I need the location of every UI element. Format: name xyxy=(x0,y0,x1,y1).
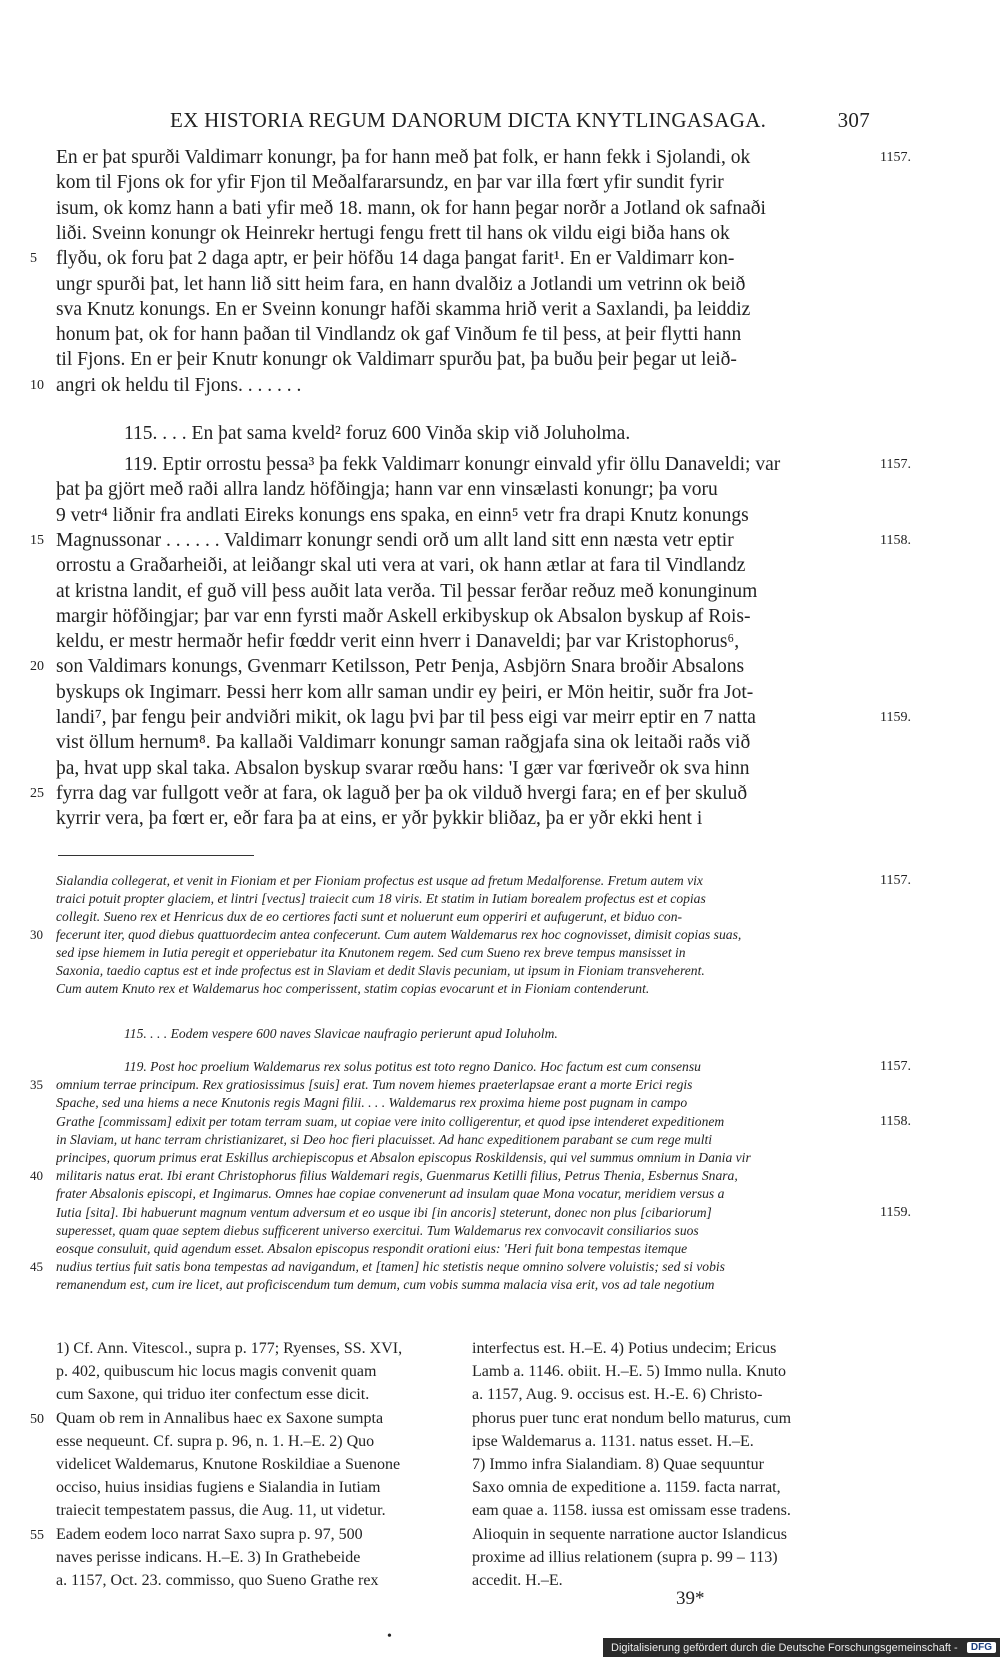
latin-line: collegit. Sueno rex et Henricus dux de eo certiores facti sunt et noluerunt eum opperiri et aufugerunt, et biduo con- xyxy=(56,909,683,924)
footnote-line-left: cum Saxone, qui triduo iter confectum esse dicit. xyxy=(56,1386,370,1404)
line-number: 35 xyxy=(30,1077,43,1093)
latin-line: Iutia [sita]. Ibi habuerunt magnum ventum adversum et eo usque ibi [in ancoris] steterunt, donec non plus [cibariorum] xyxy=(56,1204,712,1220)
footnote-line-left: Quam ob rem in Annalibus haec ex Saxone sumpta xyxy=(56,1409,384,1427)
norse-line: isum, ok komz hann a bati yfir með 18. mann, ok for hann þegar norðr a Jotland ok safnaði xyxy=(56,197,766,219)
margin-year: 1157. xyxy=(880,1059,911,1074)
norse-line: þa, hvat upp skal taka. Absalon byskup svarar rœðu hans: 'I gær var fœriveðr ok sva hinn xyxy=(56,757,750,779)
latin-line: superesset, quam quae septem diebus sufficerent universo exercitui. Tum Waldemarus rex convocavit consiliarios suos xyxy=(56,1222,699,1238)
latin-line: omnium terrae principum. Rex gratiosissimus [suis] erat. Tum novem hiemes praeterlapsae erant a morte Erici regis xyxy=(56,1077,693,1093)
margin-year: 1159. xyxy=(880,1204,911,1220)
latin-line: Sialandia collegerat, et venit in Fioniam et per Fioniam profectus est usque ad fretum Medalforense. Fretum autem vix xyxy=(56,873,703,888)
norse-line: sva Knutz konungs. En er Sveinn konungr hafði skamma hrið verit a Saxlandi, þa leiddiz xyxy=(56,298,751,320)
norse-line: 119. Eptir orrostu þessa³ þa fekk Valdimarr konungr einvald yfir öllu Danaveldi; var xyxy=(124,454,781,475)
latin-line: militaris natus erat. Ibi erant Christophorus filius Waldemari regis, Guenmarus Ketilli filius, Petrus Thenia, Esbernus Snara, xyxy=(56,1168,738,1184)
norse-line: En er þat spurði Valdimarr konungr, þa for hann með þat folk, er hann fekk i Sjolandi, ok xyxy=(56,147,751,168)
line-number: 20 xyxy=(30,659,44,675)
norse-line: son Valdimars konungs, Gvenmarr Ketilsson, Petr Þenja, Asbjörn Snara broðir Absalons xyxy=(56,656,745,678)
line-number: 5 xyxy=(30,251,37,267)
latin-line: Spache, sed una hiems a nece Knutonis regis Magni filii. . . . Waldemarus rex proxima hieme post pugnam in campo xyxy=(56,1095,688,1111)
norse-line: 9 vetr⁴ liðnir fra andlati Eireks konungs ens spaka, en einn⁵ vetr fra drapi Knutz konungs xyxy=(56,504,749,526)
latin-line: in Slaviam, ut hanc terram christianizaret, si Deo hoc fieri placuisset. Ad hanc expeditionem parabant se cum rege multi xyxy=(56,1131,713,1147)
footnote-line-left: occiso, huius insidias fugiens e Sialandia in Iutiam xyxy=(56,1479,381,1497)
running-title: EX HISTORIA REGUM DANORUM DICTA KNYTLINGASAGA. xyxy=(170,108,767,132)
latin-line: frater Absalonis episcopi, et Ingimarus. Omnes hae copiae convenerunt ad insulam quae Mona vocatur, meridiem versus a xyxy=(56,1186,725,1202)
footnote-line-right: eam quae a. 1158. iussa est omissam esse tradens. xyxy=(472,1502,791,1520)
footnote-line-right: ipse Waldemarus a. 1131. natus esset. H.–E. xyxy=(472,1432,754,1450)
latin-line: nudius tertius fuit satis bona tempestas ad navigandum, et [tamen] hic stetistis neque omnino solvere voluistis; sed si vobis xyxy=(56,1259,725,1275)
norse-line: Magnussonar . . . . . . Valdimarr konungr sendi orð um allt land sitt enn næsta vetr eptir xyxy=(56,529,734,551)
norse-line: honum þat, ok for hann þaðan til Vindlandz ok gaf Vinðum fe til þess, at þeir flytti hann xyxy=(56,324,742,346)
footnote-line-right: proxime ad illius relationem (supra p. 99 – 113) xyxy=(472,1548,778,1566)
footnote-line-right: Lamb a. 1146. obiit. H.–E. 5) Immo nulla. Knuto xyxy=(472,1363,787,1381)
norse-line: 115. . . . En þat sama kveld² foruz 600 Vinða skip við Joluholma. xyxy=(124,423,631,444)
latin-line: fecerunt iter, quod diebus quattuordecim antea confecerunt. Cum autem Waldemarus rex hoc cognovisset, dimisit copias suas, xyxy=(56,927,742,942)
latin-line: traici potuit propter glaciem, et lintri [vectus] traiecit cum 18 viris. Et statim in Iutiam borealem profectus est et copias xyxy=(56,891,706,906)
latin-line: Saxonia, taedio captus est et inde profectus est in Slaviam et dedit Slavis pecuniam, ut ipsum in Fioniam transveherent. xyxy=(56,963,705,978)
norse-line: vist öllum hernum⁸. Þa kallaði Valdimarr konungr saman raðgjafa sina ok leitaði raðs við xyxy=(56,732,751,754)
footnote-line-left: a. 1157, Oct. 23. commisso, quo Sueno Grathe rex xyxy=(56,1572,379,1589)
line-number: 10 xyxy=(30,377,44,393)
latin-line: principes, quorum primus erat Eskillus archiepiscopus et Absalon episcopus Roskildensis, qui vel summus omnium in Dania vir xyxy=(56,1150,751,1165)
print-dot: • xyxy=(387,1629,392,1644)
footnote-line-right: interfectus est. H.–E. 4) Potius undecim; Ericus xyxy=(472,1340,777,1357)
dfg-logo-icon: DFG xyxy=(967,1642,996,1653)
footnote-line-left: Eadem eodem loco narrat Saxo supra p. 97, 500 xyxy=(56,1525,363,1543)
norse-line: kyrrir vera, þa fœrt er, eðr fara þa at eins, er yðr þykkir bliðaz, þa er yðr ekki hent i xyxy=(56,808,703,830)
footnote-line-right: Alioquin in sequente narratione auctor Islandicus xyxy=(472,1525,788,1543)
footer-text: Digitalisierung gefördert durch die Deutsche Forschungsgemeinschaft - xyxy=(611,1641,958,1654)
margin-year: 1158. xyxy=(880,532,911,548)
norse-line: liði. Sveinn konungr ok Heinrekr hertugi fengu frett til hans ok vildu eigi biða hans ok xyxy=(56,222,730,244)
norse-line: landi⁷, þar fengu þeir andviðri mikit, ok lagu þvi þar til þess eigi var meirr eptir en 7 natta xyxy=(56,707,756,728)
latin-line: Grathe [commissam] edixit per totam terram suam, ut copiae vere inito colligerentur, et quod ipse intenderet expeditionem xyxy=(56,1113,725,1129)
norse-line: kom til Fjons ok for yfir Fjon til Meðalfararsundz, en þar var illa fœrt yfir sundit fyrir xyxy=(56,172,724,194)
latin-line: 119. Post hoc proelium Waldemarus rex solus potitus est toto regno Danico. Hoc factum est cum consensu xyxy=(124,1059,701,1074)
margin-year: 1159. xyxy=(880,710,911,725)
footnote-line-right: a. 1157, Aug. 9. occisus est. H.-E. 6) Christo- xyxy=(472,1386,763,1404)
footnote-line-left: videlicet Waldemarus, Knutone Roskildiae a Suenone xyxy=(56,1456,401,1473)
margin-year: 1158. xyxy=(880,1113,911,1129)
footnote-separator xyxy=(58,855,254,856)
norse-line: at kristna landit, ef guð vill þess auðit lata verða. Til þessar ferðar reðuz með konunginum xyxy=(56,580,758,602)
latin-line: remanendum est, cum ire licet, aut proficiscendum tum demum, cum vobis summa malacia visa erit, vos ad tale negotium xyxy=(56,1277,715,1293)
latin-line: eosque consuluit, quid agendum esset. Absalon episcopus respondit orationi eius: 'Heri fuit bona tempestas itemque xyxy=(56,1241,688,1256)
norse-line: margir höfðingjar; þar var enn fyrsti maðr Askell erkibyskup ok Absalon byskup af Rois- xyxy=(56,605,751,627)
footnote-line-right: phorus puer tunc erat nondum bello maturus, cum xyxy=(472,1409,792,1427)
latin-line: sed ipse hiemem in Iutia peregit et opperiebatur ita Knutonem regem. Sed cum Sueno rex breve tempus mansisset in xyxy=(56,945,686,960)
line-number: 40 xyxy=(30,1168,43,1184)
margin-year: 1157. xyxy=(880,150,911,165)
line-number: 25 xyxy=(30,785,44,801)
line-number: 50 xyxy=(30,1411,44,1427)
norse-line: keldu, er mestr hermaðr hefir fœddr verit einn hverr i Danaveldi; þar var Kristophorus⁶, xyxy=(56,631,740,653)
norse-line: flyðu, ok foru þat 2 daga aptr, er þeir höfðu 14 daga þangat farit¹. En er Valdimarr kon- xyxy=(56,248,735,270)
latin-line: 115. . . . Eodem vespere 600 naves Slavicae naufragio perierunt apud Ioluholm. xyxy=(124,1026,558,1041)
norse-line: orrostu a Graðarheiði, at leiðangr skal uti vera at vari, ok hann ætlar at fara til Vindlandz xyxy=(56,555,746,577)
footnote-line-right: 7) Immo infra Sialandiam. 8) Quae sequuntur xyxy=(472,1456,764,1473)
footnote-line-left: p. 402, quibuscum hic locus magis convenit quam xyxy=(56,1363,377,1381)
line-number: 15 xyxy=(30,532,44,548)
digitization-footer xyxy=(603,1638,1000,1657)
latin-line: Cum autem Knuto rex et Waldemarus hoc comperissent, statim copias evocarunt et in Fioniam contenderunt. xyxy=(56,981,650,996)
footnote-line-left: esse nequeunt. Cf. supra p. 96, n. 1. H.–E. 2) Quo xyxy=(56,1432,375,1450)
footnote-line-right: Saxo omnia de expeditione a. 1159. facta narrat, xyxy=(472,1479,781,1497)
line-number: 45 xyxy=(30,1259,43,1275)
line-number: 55 xyxy=(30,1527,44,1543)
norse-line: angri ok heldu til Fjons. . . . . . . xyxy=(56,374,302,396)
norse-line: ungr spurði þat, let hann lið sitt heim fara, en hann dvalðiz a Jotlandi um vetrinn ok beið xyxy=(56,273,746,295)
line-number: 30 xyxy=(30,927,43,942)
norse-line: til Fjons. En er þeir Knutr konungr ok Valdimarr spurðu þat, þa buðu þeir þegar ut leið- xyxy=(56,349,737,371)
margin-year: 1157. xyxy=(880,873,911,888)
footnote-line-left: traiecit tempestatem passus, die Aug. 11, ut videtur. xyxy=(56,1502,386,1520)
margin-year: 1157. xyxy=(880,457,911,472)
footnote-line-left: naves perisse indicans. H.–E. 3) In Grathebeide xyxy=(56,1548,361,1566)
footnote-line-right: accedit. H.–E. xyxy=(472,1572,563,1589)
signature-mark: 39* xyxy=(676,1588,705,1609)
norse-line: fyrra dag var fullgott veðr at fara, ok laguð þer þa ok vilduð hvergi fara; en ef þer skuluð xyxy=(56,782,748,804)
page-number: 307 xyxy=(837,108,870,132)
norse-line: byskups ok Ingimarr. Þessi herr kom allr saman undir ey þeiri, er Mön heitir, suðr fra Jot- xyxy=(56,681,754,703)
footnote-line-left: 1) Cf. Ann. Vitescol., supra p. 177; Ryenses, SS. XVI, xyxy=(56,1340,403,1357)
norse-line: þat þa gjört með raði allra landz höfðingja; hann var enn vinsælasti konungr; þa voru xyxy=(56,479,718,501)
